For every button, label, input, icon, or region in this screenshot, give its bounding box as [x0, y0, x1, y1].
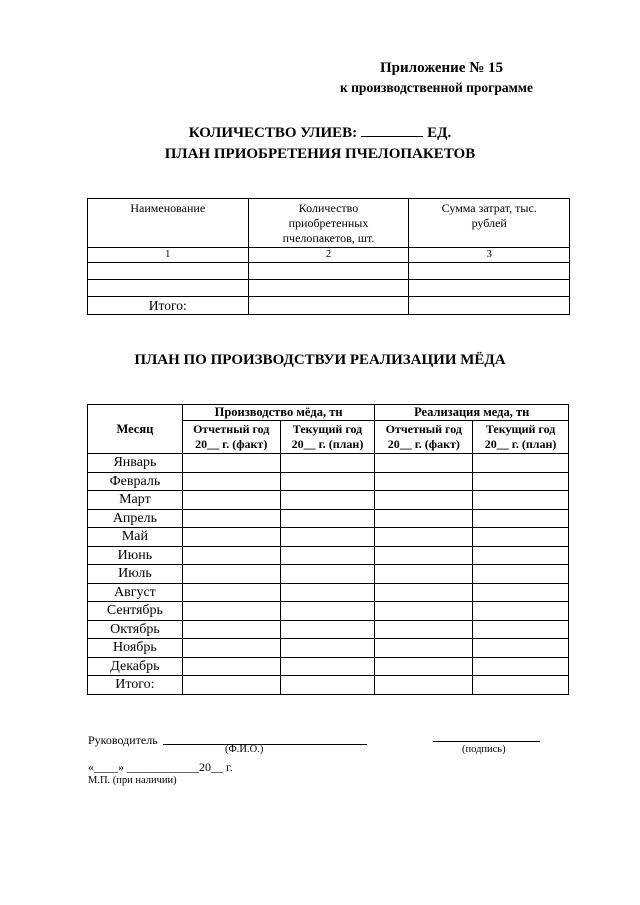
column-number-row — [88, 248, 570, 263]
table-cell — [280, 546, 375, 565]
table-cell — [473, 472, 569, 491]
table-cell — [473, 528, 569, 547]
table-cell — [182, 528, 280, 547]
month-name: Ноябрь — [88, 639, 183, 658]
table-row — [88, 280, 570, 297]
appendix-subtitle: к производственной программе — [340, 80, 533, 95]
table-cell — [182, 491, 280, 510]
month-row — [88, 528, 569, 547]
table-cell — [182, 509, 280, 528]
current-year-header: Текущий год 20__ г. (план) — [280, 421, 375, 454]
month-row — [88, 657, 569, 676]
table-cell — [182, 620, 280, 639]
col-name-header: Наименование — [88, 199, 249, 248]
table-cell — [88, 263, 249, 280]
table-cell — [375, 528, 473, 547]
table-cell — [182, 657, 280, 676]
reported-year-header: Отчетный год 20__ г. (факт) — [182, 421, 280, 454]
signature-line — [433, 741, 540, 742]
month-row — [88, 509, 569, 528]
section2-title: ПЛАН ПО ПРОИЗВОДСТВУИ РЕАЛИЗАЦИИ МЁДА — [134, 352, 506, 368]
table-header-row — [88, 199, 570, 248]
table-cell — [280, 491, 375, 510]
head-label: Руководитель — [88, 733, 158, 747]
group-header-row — [88, 405, 569, 421]
table-cell — [375, 546, 473, 565]
table-cell — [248, 263, 409, 280]
table-cell — [473, 546, 569, 565]
month-name: Декабрь — [88, 657, 183, 676]
table-cell — [473, 565, 569, 584]
table-cell — [280, 509, 375, 528]
table-cell — [473, 639, 569, 658]
reported-year-header: Отчетный год 20__ г. (факт) — [375, 421, 473, 454]
month-row — [88, 472, 569, 491]
month-name: Август — [88, 583, 183, 602]
month-row — [88, 454, 569, 473]
table-cell — [182, 639, 280, 658]
hives-label: КОЛИЧЕСТВО УЛИЕВ: — [188, 125, 358, 141]
month-row — [88, 583, 569, 602]
table-cell — [375, 657, 473, 676]
table-cell — [182, 583, 280, 602]
table-cell — [473, 454, 569, 473]
total-row — [88, 676, 569, 695]
month-row — [88, 565, 569, 584]
table-cell — [88, 280, 249, 297]
table-cell — [473, 602, 569, 621]
table-cell — [280, 602, 375, 621]
table-cell — [375, 602, 473, 621]
section1-title: ПЛАН ПРИОБРЕТЕНИЯ ПЧЕЛОПАКЕТОВ — [164, 146, 476, 162]
table-cell — [473, 491, 569, 510]
month-name: Март — [88, 491, 183, 510]
col-number: 1 — [88, 248, 249, 263]
fio-label: (Ф.И.О.) — [225, 744, 264, 755]
month-name: Февраль — [88, 472, 183, 491]
signature-label: (подпись) — [462, 744, 506, 755]
table-cell — [375, 491, 473, 510]
table-cell — [182, 472, 280, 491]
fio-line — [163, 744, 367, 745]
table-row — [88, 263, 570, 280]
table-cell — [409, 297, 570, 315]
table-cell — [473, 620, 569, 639]
table-cell — [375, 565, 473, 584]
table-cell — [280, 454, 375, 473]
total-label: Итого: — [88, 297, 249, 315]
table-cell — [280, 472, 375, 491]
hives-blank — [361, 124, 423, 137]
table-cell — [182, 602, 280, 621]
table-cell — [375, 583, 473, 602]
hives-unit: ЕД. — [427, 125, 452, 141]
table-cell — [248, 280, 409, 297]
month-header: Месяц — [88, 405, 183, 454]
honey-table — [87, 404, 569, 695]
stamp-label: М.П. (при наличии) — [88, 775, 177, 786]
table-cell — [409, 280, 570, 297]
sales-group-header: Реализация меда, тн — [375, 405, 569, 421]
month-row — [88, 639, 569, 658]
table-cell — [280, 620, 375, 639]
table-cell — [375, 472, 473, 491]
month-rows — [88, 454, 569, 695]
packages-table — [87, 198, 570, 315]
month-row — [88, 546, 569, 565]
table-cell — [182, 546, 280, 565]
month-name: Апрель — [88, 509, 183, 528]
date-line: «____» ____________20__ г. — [88, 760, 233, 774]
table-cell — [375, 454, 473, 473]
month-row — [88, 620, 569, 639]
table-cell — [280, 565, 375, 584]
table-cell — [375, 620, 473, 639]
production-group-header: Производство мёда, тн — [182, 405, 375, 421]
table-cell — [280, 657, 375, 676]
table-cell — [473, 509, 569, 528]
month-row — [88, 602, 569, 621]
table-cell — [182, 676, 280, 695]
table-cell — [375, 509, 473, 528]
table-cell — [473, 676, 569, 695]
table-cell — [280, 528, 375, 547]
month-name: Май — [88, 528, 183, 547]
table-cell — [409, 263, 570, 280]
table-cell — [375, 639, 473, 658]
table-cell — [473, 583, 569, 602]
table-cell — [473, 657, 569, 676]
current-year-header: Текущий год 20__ г. (план) — [473, 421, 569, 454]
table-cell — [182, 454, 280, 473]
month-name: Июнь — [88, 546, 183, 565]
hives-count-line — [0, 124, 640, 142]
table-cell — [248, 297, 409, 315]
month-row — [88, 491, 569, 510]
col-number: 2 — [248, 248, 409, 263]
total-row — [88, 297, 570, 315]
appendix-title: Приложение № 15 — [380, 60, 504, 76]
month-name: Июль — [88, 565, 183, 584]
table-cell — [280, 639, 375, 658]
col-sum-header: Сумма затрат, тыс. рублей — [409, 199, 570, 248]
month-name: Сентябрь — [88, 602, 183, 621]
table-cell — [280, 583, 375, 602]
table-cell — [375, 676, 473, 695]
table-cell — [182, 565, 280, 584]
col-number: 3 — [409, 248, 570, 263]
month-name: Октябрь — [88, 620, 183, 639]
table-cell — [280, 676, 375, 695]
total-label: Итого: — [88, 676, 183, 695]
col-quantity-header: Количество приобретенных пчелопакетов, шт. — [248, 199, 409, 248]
month-name: Январь — [88, 454, 183, 473]
